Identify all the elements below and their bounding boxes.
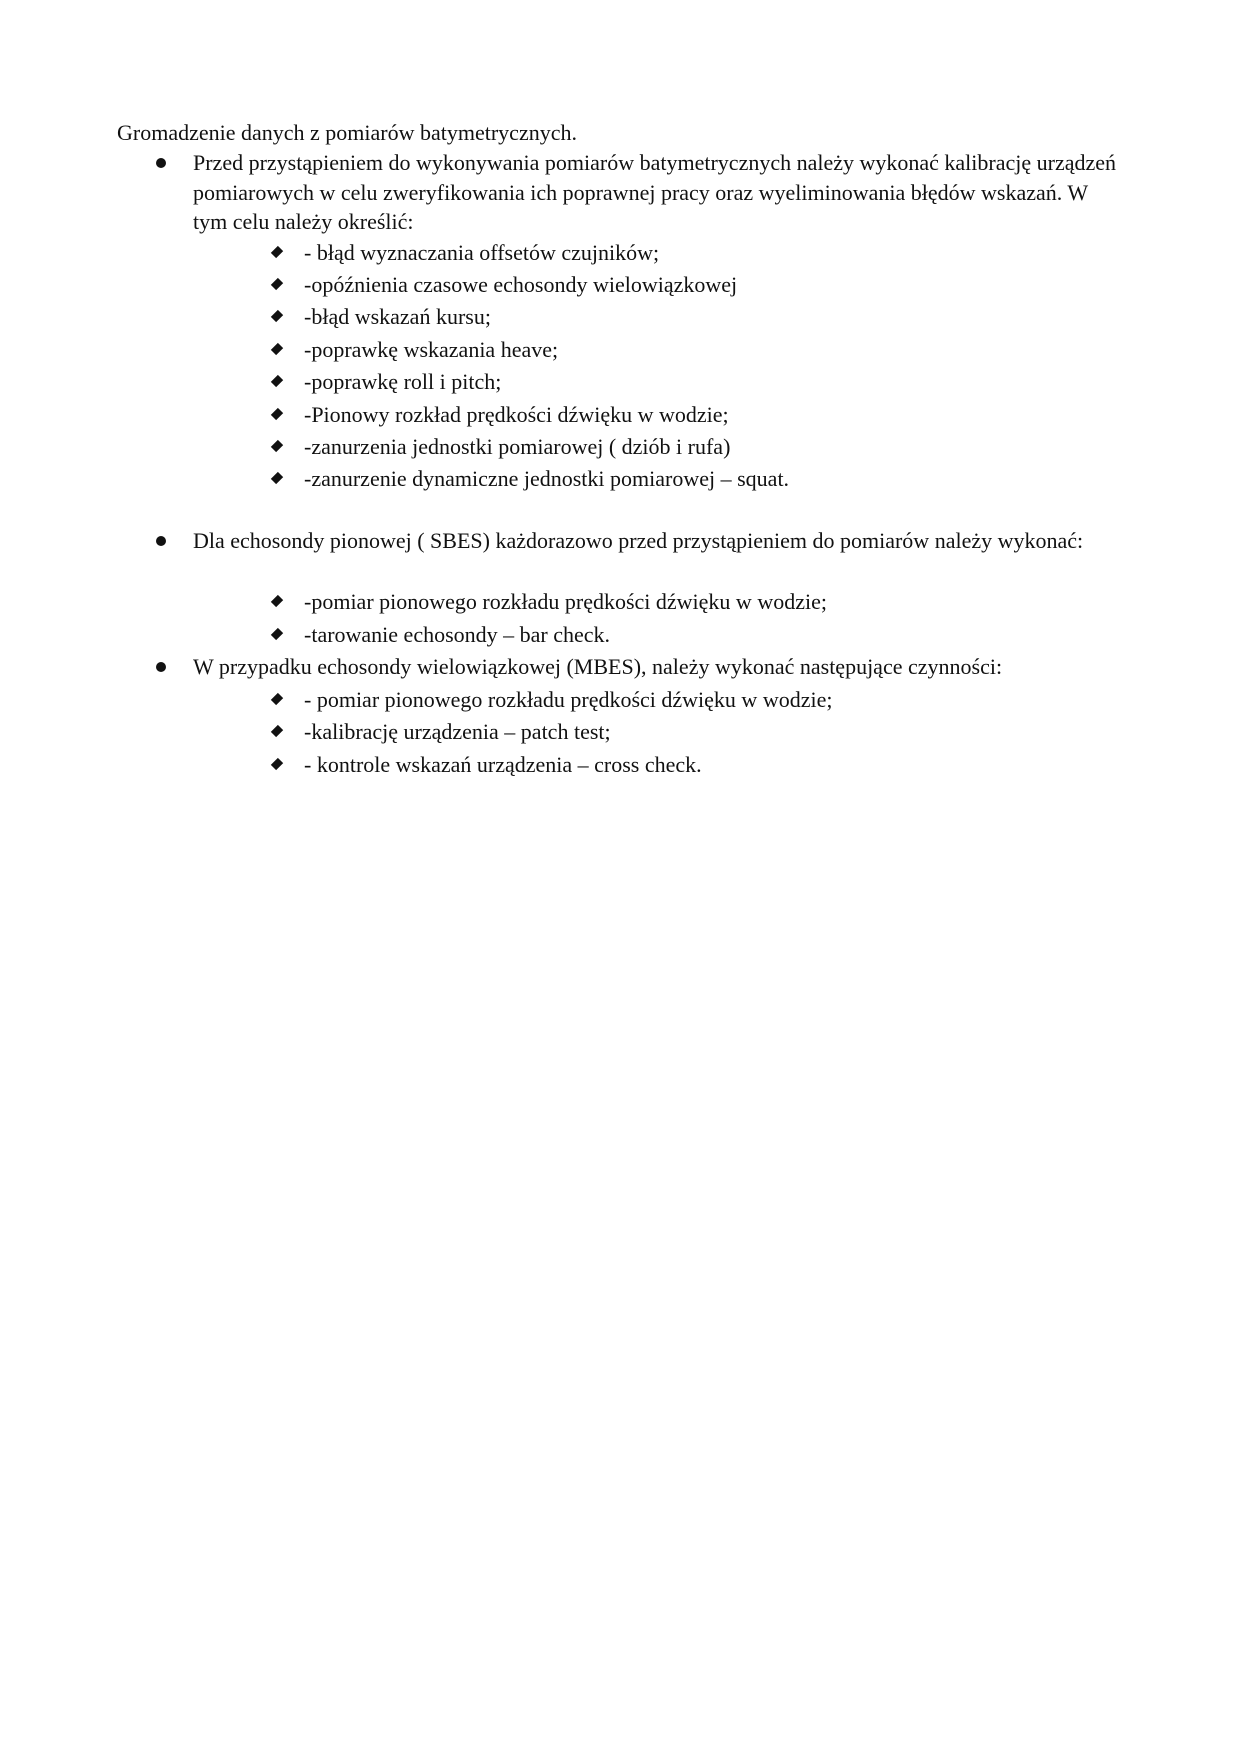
list-item — [0, 335, 1240, 365]
list-item — [0, 432, 1240, 462]
diamond-bullet-icon — [271, 343, 283, 355]
list-item-text: - pomiar pionowego rozkładu prędkości dźwięku w wodzie; — [304, 687, 833, 712]
list-item — [0, 620, 1240, 650]
list-item — [0, 750, 1240, 780]
section-2-text: Dla echosondy pionowej ( SBES) każdorazowo przed przystąpieniem do pomiarów należy wykonać: — [193, 528, 1084, 553]
diamond-bullet-icon — [271, 758, 283, 770]
diamond-bullet-icon — [271, 408, 283, 420]
diamond-bullet-icon — [271, 246, 283, 258]
diamond-bullet-icon — [271, 693, 283, 705]
list-item — [0, 400, 1240, 430]
list-item-text: -Pionowy rozkład prędkości dźwięku w wodzie; — [304, 402, 729, 427]
diamond-bullet-icon — [271, 440, 283, 452]
diamond-bullet-icon — [271, 595, 283, 607]
list-item-text: -opóźnienia czasowe echosondy wielowiązkowej — [304, 272, 738, 297]
document-heading: Gromadzenie danych z pomiarów batymetrycznych. — [117, 120, 577, 145]
section-3-text: W przypadku echosondy wielowiązkowej (MBES), należy wykonać następujące czynności: — [193, 654, 1003, 679]
list-item — [0, 464, 1240, 494]
diamond-bullet-icon — [271, 310, 283, 322]
list-item — [0, 367, 1240, 397]
diamond-bullet-icon — [271, 375, 283, 387]
list-item-text: -poprawkę roll i pitch; — [304, 369, 502, 394]
list-item-text: -zanurzenie dynamiczne jednostki pomiarowej – squat. — [304, 466, 790, 491]
list-item-text: - kontrole wskazań urządzenia – cross check. — [304, 752, 702, 777]
list-item — [0, 270, 1240, 300]
circle-bullet-icon — [156, 662, 166, 672]
list-item — [0, 717, 1240, 747]
section-1-text: Przed przystąpieniem do wykonywania pomiarów batymetrycznych należy wykonać kalibrację urządzeń pomiarowych w celu zweryfikowania ich poprawnej pracy oraz wyeliminowania błędów wskazań. W tym celu należy określić: — [193, 150, 1117, 234]
list-item-text: -poprawkę wskazania heave; — [304, 337, 559, 362]
list-item — [0, 685, 1240, 715]
list-item-text: -zanurzenia jednostki pomiarowej ( dziób i rufa) — [304, 434, 731, 459]
circle-bullet-icon — [156, 536, 166, 546]
circle-bullet-icon — [156, 158, 166, 168]
diamond-bullet-icon — [271, 472, 283, 484]
diamond-bullet-icon — [271, 628, 283, 640]
list-item-text: -błąd wskazań kursu; — [304, 304, 491, 329]
diamond-bullet-icon — [271, 278, 283, 290]
list-item — [0, 238, 1240, 268]
list-item — [0, 302, 1240, 332]
diamond-bullet-icon — [271, 725, 283, 737]
list-item — [0, 587, 1240, 617]
list-item-text: - błąd wyznaczania offsetów czujników; — [304, 240, 660, 265]
list-item-text: -tarowanie echosondy – bar check. — [304, 622, 611, 647]
list-item-text: -kalibrację urządzenia – patch test; — [304, 719, 611, 744]
list-item-text: -pomiar pionowego rozkładu prędkości dźwięku w wodzie; — [304, 589, 827, 614]
